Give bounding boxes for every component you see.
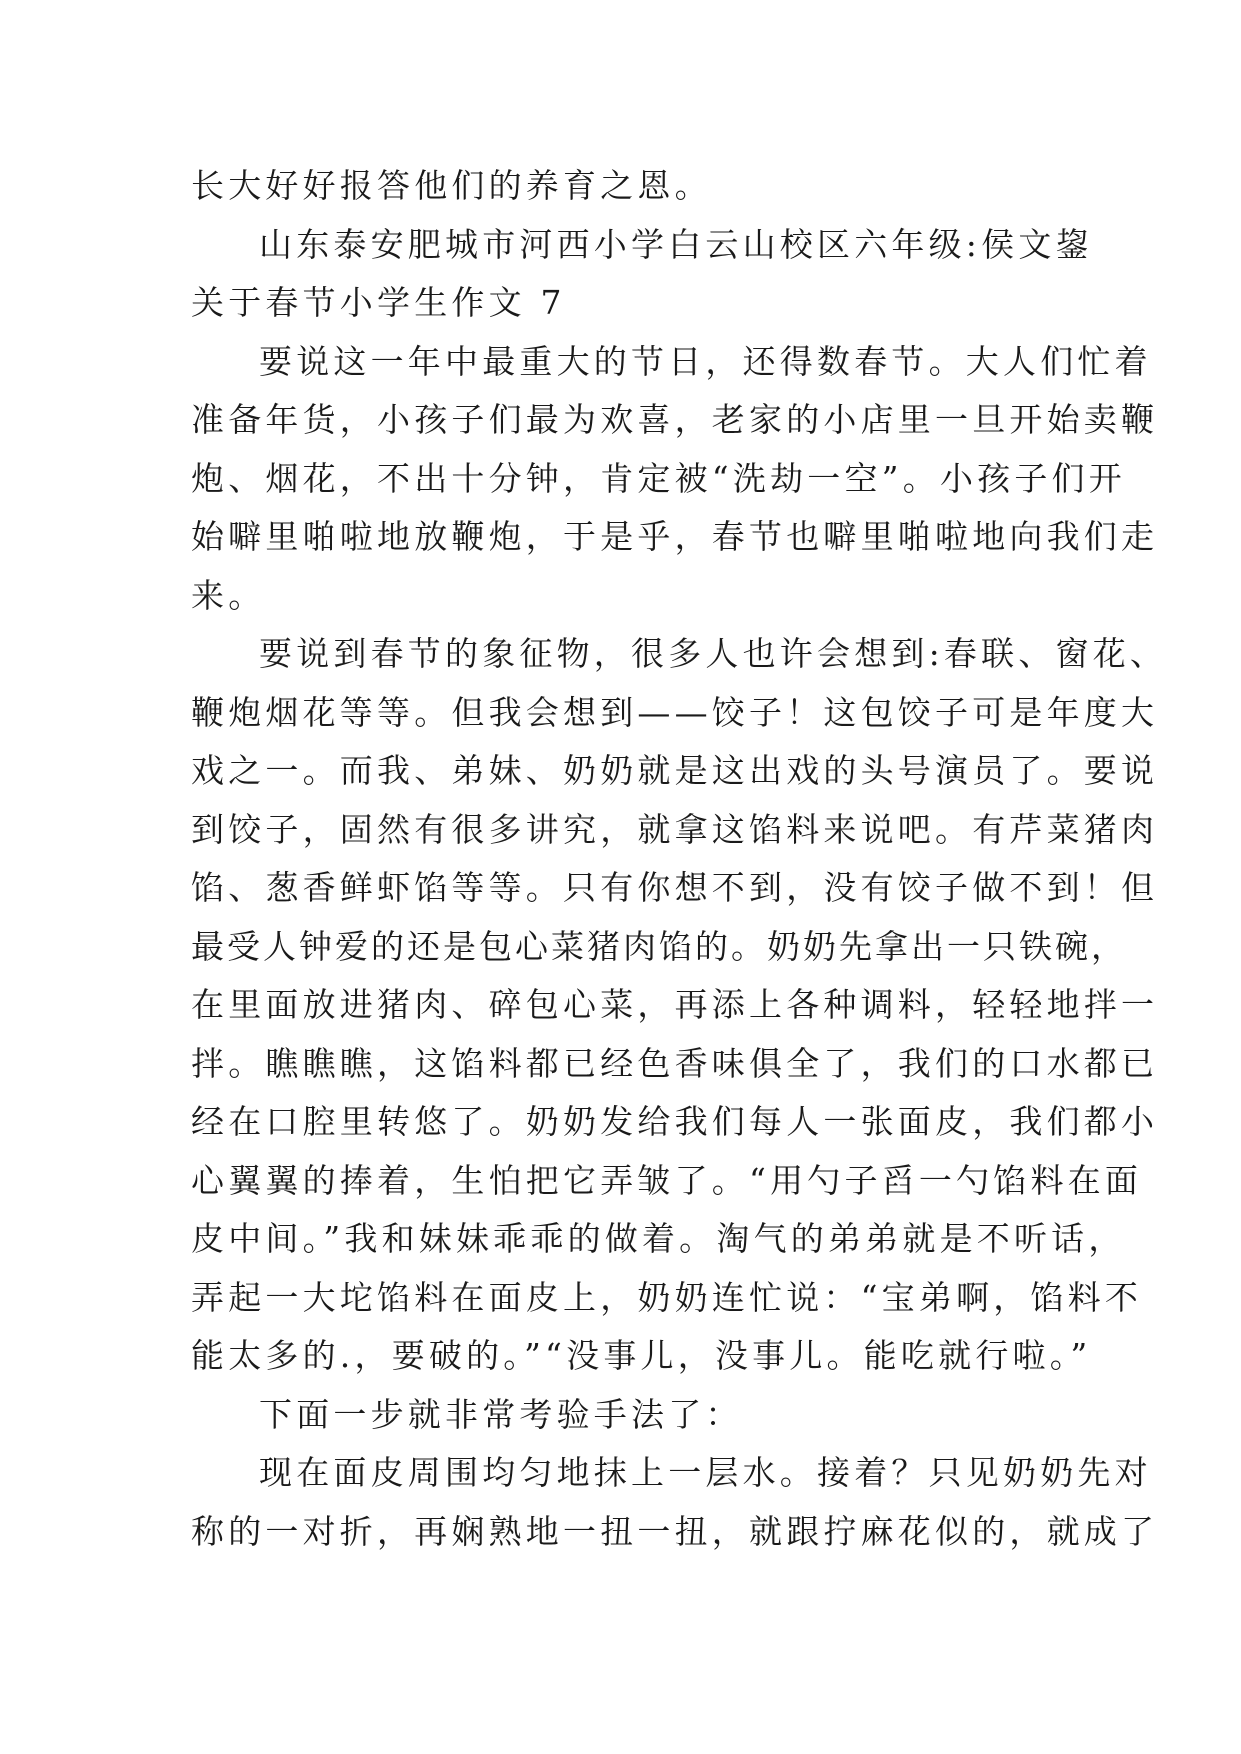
document-body — [191, 157, 1168, 1561]
text-line: 戏之一。而我、弟妹、奶奶就是这出戏的头号演员了。要说 — [191, 751, 1159, 790]
section-heading: 关于春节小学生作文 7 — [191, 283, 566, 322]
text-line: 拌。瞧瞧瞧，这馅料都已经色香味俱全了，我们的口水都已 — [191, 1043, 1159, 1083]
text-line: 长大好好报答他们的养育之恩。 — [191, 166, 712, 205]
text-line: 来。 — [191, 575, 266, 615]
text-line: 山东泰安肥城市河西小学白云山校区六年级:侯文鋆 — [259, 224, 1093, 264]
text-line: 炮、烟花，不出十分钟，肯定被“洗劫一空”。小孩子们开 — [191, 458, 1126, 498]
text-line: 能太多的.，要破的。”“没事儿，没事儿。能吃就行啦。” — [191, 1336, 1092, 1375]
text-line: 在里面放进猪肉、碎包心菜，再添上各种调料，轻轻地拌一 — [191, 985, 1159, 1024]
text-line: 下面一步就非常考验手法了： — [259, 1394, 743, 1434]
text-line: 鞭炮烟花等等。但我会想到——饺子！这包饺子可是年度大 — [191, 692, 1159, 732]
text-line: 心翼翼的捧着，生怕把它弄皱了。“用勺子舀一勺馅料在面 — [191, 1160, 1143, 1200]
text-line: 始噼里啪啦地放鞭炮，于是乎，春节也噼里啪啦地向我们走 — [191, 517, 1159, 556]
text-line: 要说这一年中最重大的节日，还得数春节。大人们忙着 — [259, 341, 1152, 381]
text-line: 馅、葱香鲜虾馅等等。只有你想不到，没有饺子做不到！但 — [191, 868, 1159, 907]
text-line: 经在口腔里转悠了。奶奶发给我们每人一张面皮，我们都小 — [191, 1102, 1159, 1141]
text-line: 皮中间。”我和妹妹乖乖的做着。淘气的弟弟就是不听话， — [191, 1219, 1126, 1258]
text-line: 现在面皮周围均匀地抹上一层水。接着？只见奶奶先对 — [259, 1453, 1152, 1492]
text-line: 到饺子，固然有很多讲究，就拿这馅料来说吧。有芹菜猪肉 — [191, 809, 1159, 849]
text-line: 准备年货，小孩子们最为欢喜，老家的小店里一旦开始卖鞭 — [191, 400, 1159, 439]
text-line: 弄起一大坨馅料在面皮上，奶奶连忙说：“宝弟啊，馅料不 — [191, 1277, 1143, 1317]
text-line: 最受人钟爱的还是包心菜猪肉馅的。奶奶先拿出一只铁碗， — [191, 926, 1127, 966]
text-line: 称的一对折，再娴熟地一扭一扭，就跟拧麻花似的，就成了 — [191, 1511, 1159, 1551]
text-line: 要说到春节的象征物，很多人也许会想到:春联、窗花、 — [259, 634, 1168, 673]
